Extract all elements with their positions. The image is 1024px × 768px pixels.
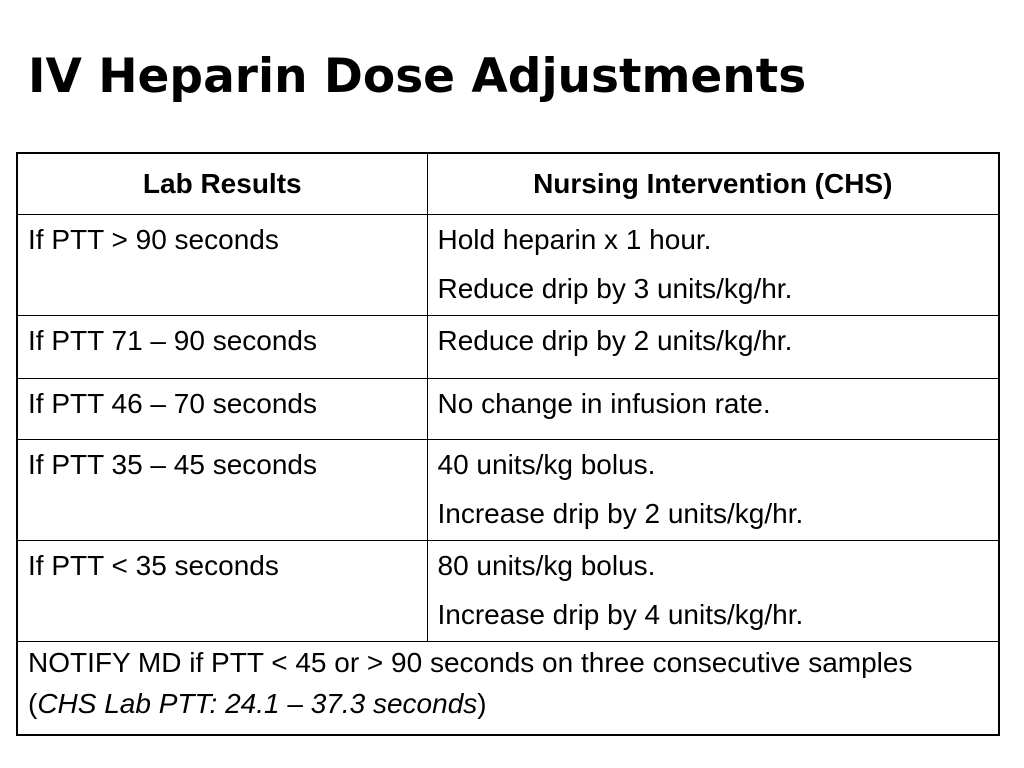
intervention-line: Hold heparin x 1 hour. [437,224,712,255]
column-header-lab-results: Lab Results [17,153,427,215]
intervention-line: Increase drip by 2 units/kg/hr. [437,498,804,529]
intervention-cell [427,440,999,541]
intervention-line: 80 units/kg bolus. [437,550,656,581]
intervention-line: Reduce drip by 2 units/kg/hr. [437,325,793,356]
heparin-dose-table [16,152,1000,736]
intervention-cell [427,215,999,316]
intervention-line: Increase drip by 4 units/kg/hr. [437,599,804,630]
lab-result-cell [17,316,427,379]
intervention-line: 40 units/kg bolus. [437,449,656,480]
lab-result-text: If PTT 35 – 45 seconds [28,449,317,480]
notify-md-row [17,642,999,736]
note-text: NOTIFY MD if PTT < 45 or > 90 seconds on three consecutive samples ( [28,647,913,719]
table-row [17,379,999,440]
lab-result-cell [17,541,427,642]
lab-result-cell [17,215,427,316]
intervention-line: Reduce drip by 3 units/kg/hr. [437,273,793,304]
intervention-line: No change in infusion rate. [437,388,771,419]
table-header-row [17,153,999,215]
note-closing: ) [477,688,487,719]
table-row [17,316,999,379]
table-row [17,440,999,541]
notify-md-note [17,642,999,736]
lab-result-text: If PTT > 90 seconds [28,224,279,255]
lab-result-text: If PTT < 35 seconds [28,550,279,581]
table-row [17,541,999,642]
column-header-nursing-intervention: Nursing Intervention (CHS) [427,153,999,215]
lab-result-text: If PTT 71 – 90 seconds [28,325,317,356]
intervention-cell [427,541,999,642]
page-title: IV Heparin Dose Adjustments [28,49,807,104]
intervention-cell [427,379,999,440]
table-row [17,215,999,316]
lab-result-cell [17,379,427,440]
lab-reference-range: CHS Lab PTT: 24.1 – 37.3 seconds [37,688,478,719]
intervention-cell [427,316,999,379]
lab-result-cell [17,440,427,541]
lab-result-text: If PTT 46 – 70 seconds [28,388,317,419]
